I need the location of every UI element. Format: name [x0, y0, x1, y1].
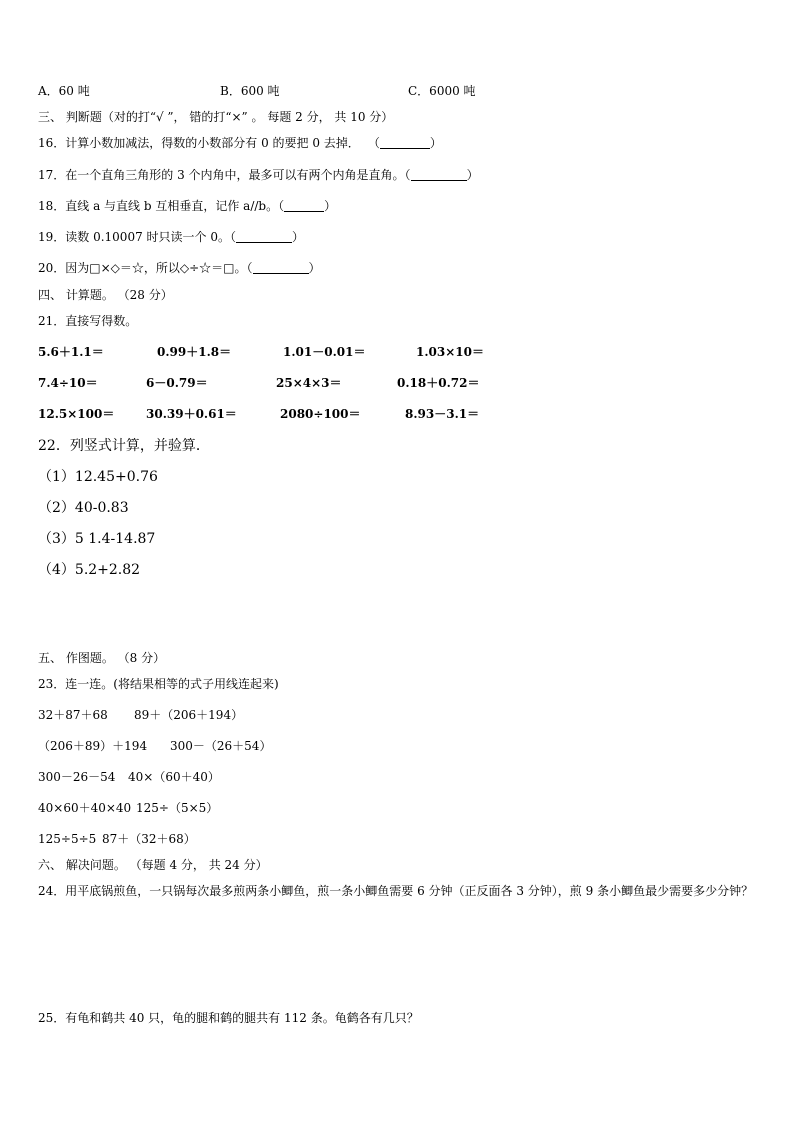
- judge-item-text: 16．计算小数加减法，得数的小数部分有 0 的要把 0 去掉．: [38, 136, 360, 150]
- paren-open: （: [246, 261, 253, 275]
- judge-item-text: 18．直线 a 与直线 b 互相垂直，记作 a//b。: [38, 199, 279, 213]
- calc-cell: 6－0.79＝: [146, 376, 208, 390]
- section5-title: 五、 作图题。 （8 分）: [38, 651, 166, 665]
- judge-item-19: [38, 229, 304, 245]
- answer-blank[interactable]: [380, 136, 430, 149]
- paren-close: ）: [466, 168, 479, 182]
- calc-cell: 5.6＋1.1＝: [38, 345, 104, 359]
- match-left[interactable]: 32＋87＋68: [38, 708, 108, 722]
- calc-cell: 0.18＋0.72＝: [397, 376, 480, 390]
- option-a: A．60 吨: [38, 84, 90, 98]
- judge-item-text: 17．在一个直角三角形的 3 个内角中，最多可以有两个内角是直角。: [38, 168, 405, 182]
- option-c: C．6000 吨: [408, 84, 476, 98]
- answer-blank[interactable]: [253, 261, 309, 274]
- match-left[interactable]: （206＋89）＋194: [38, 739, 148, 753]
- section3-title: 三、 判断题（对的打“√ ”， 错的打“×” 。 每题 2 分， 共 10 分）: [38, 110, 394, 124]
- match-row-2: [38, 738, 272, 754]
- q25-text: 25．有龟和鹤共 40 只，龟的腿和鹤的腿共有 112 条。龟鹤各有几只？: [38, 1011, 419, 1025]
- option-b: B．600 吨: [220, 84, 280, 98]
- match-right[interactable]: 125÷（5×5）: [136, 801, 219, 815]
- match-row-1: [38, 707, 244, 723]
- answer-blank[interactable]: [411, 168, 467, 181]
- q23-title: 23．连一连。(将结果相等的式子用线连起来): [38, 677, 279, 691]
- q22-item-1: （1）12.45+0.76: [38, 469, 158, 485]
- judge-item-20: [38, 260, 321, 276]
- paren-close: ）: [292, 230, 305, 244]
- q22-item-4: （4）5.2+2.82: [38, 562, 141, 578]
- paren-open: （: [373, 136, 380, 150]
- paren-close: ）: [308, 261, 321, 275]
- calc-cell: 7.4÷10＝: [38, 376, 98, 390]
- match-left[interactable]: 300－26－54: [38, 770, 116, 784]
- match-right[interactable]: 40×（60＋40）: [128, 770, 220, 784]
- judge-item-text: 20．因为□×◇＝☆，所以◇÷☆＝□。: [38, 261, 247, 275]
- answer-blank[interactable]: [284, 199, 324, 212]
- judge-item-16: [38, 135, 442, 151]
- match-row-3: [38, 769, 220, 785]
- q21-title: 21．直接写得数。: [38, 314, 138, 328]
- match-right[interactable]: 300－（26＋54）: [170, 739, 272, 753]
- judge-item-18: [38, 198, 336, 214]
- calc-cell: 1.01－0.01＝: [283, 345, 366, 359]
- section4-title: 四、 计算题。 （28 分）: [38, 288, 173, 302]
- match-row-4: [38, 800, 219, 816]
- calc-cell: 25×4×3＝: [276, 376, 342, 390]
- paren-open: （: [229, 230, 236, 244]
- calc-cell: 1.03×10＝: [416, 345, 484, 359]
- section6-title: 六、 解决问题。 （每题 4 分， 共 24 分）: [38, 858, 268, 872]
- calc-cell: 2080÷100＝: [280, 407, 361, 421]
- q24-text: 24．用平底锅煎鱼，一只锅每次最多煎两条小鲫鱼，煎一条小鲫鱼需要 6 分钟（正反面各 3 分钟），煎 9 条小鲫鱼最少需要多少分钟？: [38, 884, 754, 898]
- paren-open: （: [278, 199, 285, 213]
- calc-cell: 12.5×100＝: [38, 407, 115, 421]
- paren-close: ）: [429, 136, 442, 150]
- match-row-5: [38, 831, 196, 847]
- judge-item-text: 19．读数 0.10007 时只读一个 0。: [38, 230, 230, 244]
- paren-open: （: [404, 168, 411, 182]
- q22-item-3: （3）5 1.4-14.87: [38, 531, 156, 547]
- calc-cell: 0.99＋1.8＝: [157, 345, 232, 359]
- match-right[interactable]: 89＋（206＋194）: [134, 708, 244, 722]
- q22-item-2: （2）40-0.83: [38, 500, 129, 516]
- q22-title: 22．列竖式计算，并验算．: [38, 438, 210, 454]
- calc-cell: 30.39＋0.61＝: [146, 407, 237, 421]
- match-left[interactable]: 125÷5÷5: [38, 832, 97, 846]
- paren-close: ）: [324, 199, 337, 213]
- judge-item-17: [38, 167, 479, 183]
- match-right[interactable]: 87＋（32＋68）: [102, 832, 196, 846]
- answer-blank[interactable]: [236, 230, 292, 243]
- calc-cell: 8.93－3.1＝: [405, 407, 480, 421]
- match-left[interactable]: 40×60＋40×40: [38, 801, 132, 815]
